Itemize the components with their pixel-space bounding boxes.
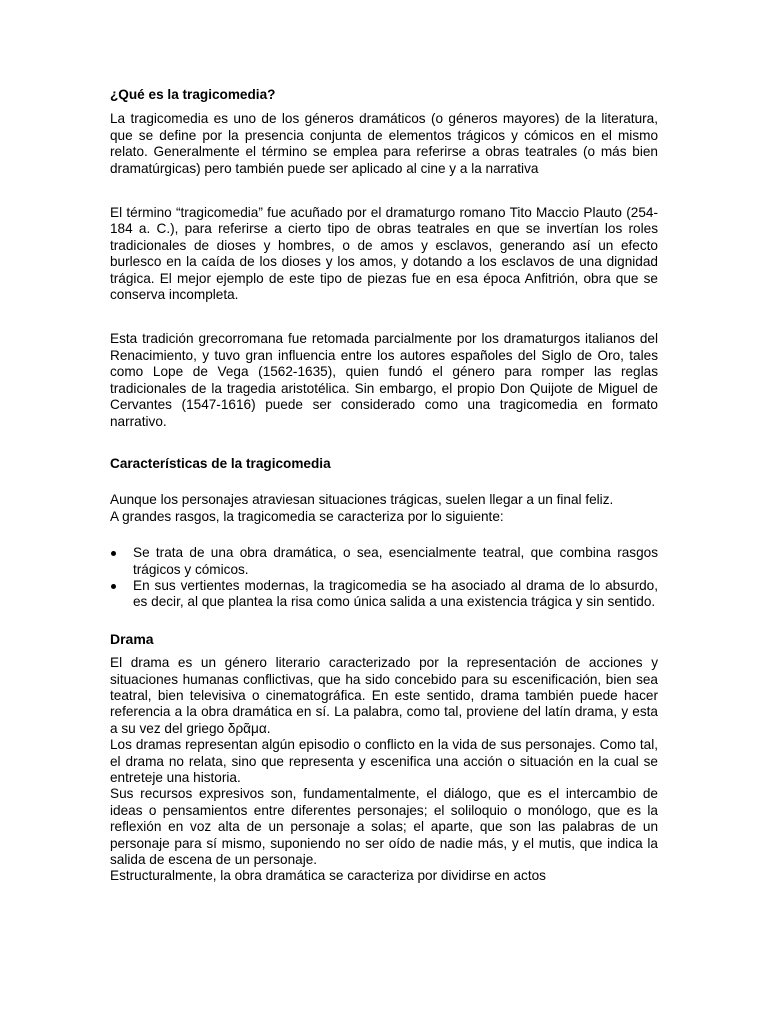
paragraph-drama-definition: El drama es un género literario caracterizado por la representación de acciones y situaciones humanas conflictivas, que ha sido concebido para su escenificación, bien sea teatral, bien televisiva o cinematográfica. En este sentido, drama también puede hacer referencia a la obra dramática en sí. La palabra, como tal, proviene del latín drama, y esta a su vez del griego δρᾶμα. xyxy=(110,655,658,736)
paragraph-tradition: Esta tradición grecorromana fue retomada parcialmente por los dramaturgos italianos del Renacimiento, y tuvo gran influencia entre los autores españoles del Siglo de Oro, tales como Lope de Vega (1562-1635), quien fundó el género para romper las reglas tradicionales de la tragedia aristotélica. Sin embargo, el propio Don Quijote de Miguel de Cervantes (1547-1616) puede ser considerado como una tragicomedia en formato narrativo. xyxy=(110,331,658,429)
drama-text-block xyxy=(110,655,658,885)
list-item-text: En sus vertientes modernas, la tragicomedia se ha asociado al drama de lo absurdo, es decir, al que plantea la risa como única salida a una existencia trágica y sin sentido. xyxy=(133,577,658,610)
bullet-icon xyxy=(111,584,116,589)
section-heading-drama: Drama xyxy=(110,630,154,647)
paragraph-intro-line2: A grandes rasgos, la tragicomedia se caracteriza por lo siguiente: xyxy=(110,508,504,524)
paragraph-drama-episodes: Los dramas representan algún episodio o conflicto en la vida de sus personajes. Como tal, el drama no relata, sino que representa y escenifica una acción o situación en la cual se entreteje una historia. xyxy=(110,737,658,785)
list-item-text: Se trata de una obra dramática, o sea, esencialmente teatral, que combina rasgos trágicos y cómicos. xyxy=(133,545,658,577)
section-heading-caracteristicas: Características de la tragicomedia xyxy=(110,455,331,471)
characteristics-list xyxy=(110,545,658,611)
section-heading-tragicomedia: ¿Qué es la tragicomedia? xyxy=(110,87,276,102)
paragraph-drama-structure: Estructuralmente, la obra dramática se caracteriza por dividirse en actos xyxy=(110,868,546,884)
paragraph-intro-line1: Aunque los personajes atraviesan situaciones trágicas, suelen llegar a un final feliz. xyxy=(110,492,614,508)
bullet-icon xyxy=(111,551,116,556)
list-item xyxy=(110,578,658,611)
document-page xyxy=(110,83,658,885)
paragraph-origin: El término “tragicomedia” fue acuñado por el dramaturgo romano Tito Maccio Plauto (254-184 a. C.), para referirse a cierto tipo de obras teatrales en que se invertían los roles tradicionales de dioses y hombres, o de amos y esclavos, generando así un efecto burlesco en la caída de los dioses y los amos, y dotando a los esclavos de una dignidad trágica. El mejor ejemplo de este tipo de piezas fue en esa época Anfitrión, obra que se conserva incompleta. xyxy=(110,205,658,303)
paragraph-definition: La tragicomedia es uno de los géneros dramáticos (o géneros mayores) de la literatura, que se define por la presencia conjunta de elementos trágicos y cómicos en el mismo relato. Generalmente el término se emplea para referirse a obras teatrales (o más bien dramatúrgicas) pero también puede ser aplicado al cine y a la narrativa xyxy=(110,111,658,176)
list-item xyxy=(110,545,658,578)
paragraph-drama-resources: Sus recursos expresivos son, fundamentalmente, el diálogo, que es el intercambio de ideas o pensamientos entre diferentes personajes; el soliloquio o monólogo, que es la reflexión en voz alta de un personaje a solas; el aparte, que son las palabras de un personaje para sí mismo, suponiendo no ser oído de nadie más, y el mutis, que indica la salida de escena de un personaje. xyxy=(110,786,658,868)
